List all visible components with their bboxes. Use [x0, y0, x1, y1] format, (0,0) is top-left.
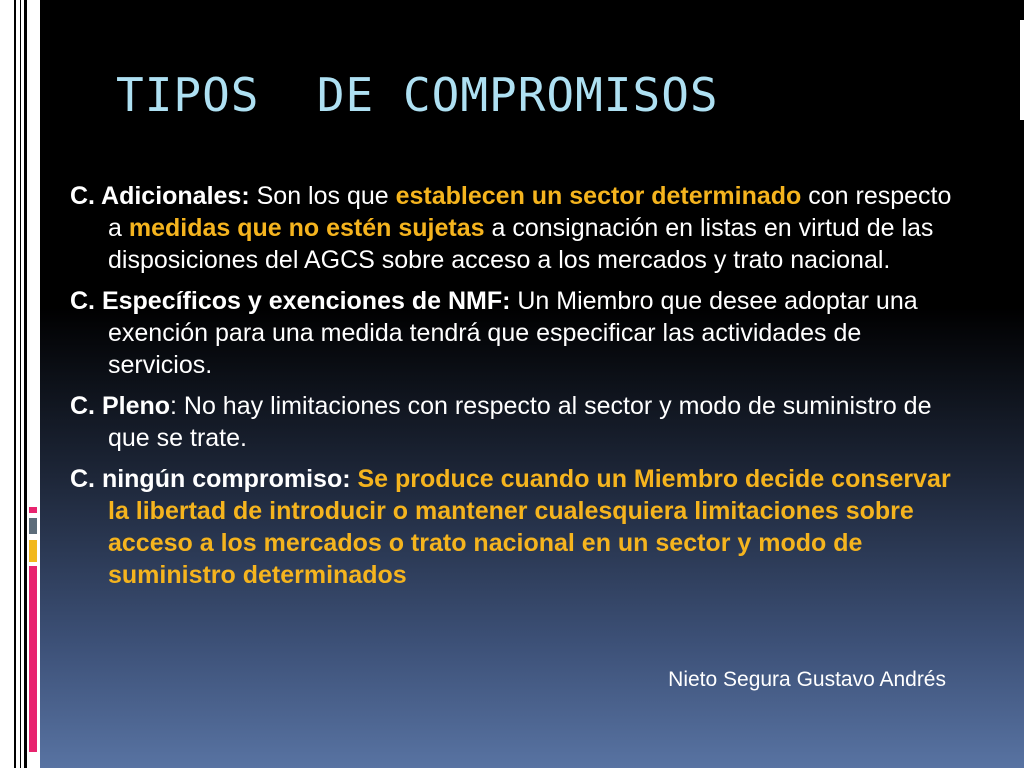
accent-pink-small: [29, 507, 37, 513]
accent-gray: [29, 518, 37, 534]
text: Un Miembro que desee adoptar una exención para una medida tendrá que especificar las actividades de servicios.: [108, 287, 918, 379]
term-label: C. ningún compromiso:: [70, 465, 351, 493]
strip-line: [24, 0, 27, 768]
left-decorative-strip: [0, 0, 40, 768]
strip-line: [14, 0, 16, 768]
text: con respecto a: [108, 182, 952, 242]
highlight-text: Se produce cuando un Miembro decide conservar la libertad de introducir o mantener cualesquiera limitaciones sobre acceso a los mercados o trato nacional en un sector y modo de suministro determinados: [108, 465, 951, 589]
paragraph-pleno: [70, 390, 970, 454]
term-label: C. Pleno: [70, 392, 171, 420]
slide-title: TIPOS DE COMPROMISOS: [116, 68, 719, 122]
top-right-decoration: [1020, 20, 1024, 120]
term-label: C. Específicos y exenciones de NMF:: [70, 287, 511, 315]
paragraph-ningun-compromiso: [70, 463, 970, 591]
strip-line: [20, 0, 21, 768]
highlight-text: establecen un sector determinado: [395, 182, 802, 210]
accent-pink-long: [29, 566, 37, 752]
text: Son los que: [249, 182, 396, 210]
paragraph-adicionales: [70, 180, 970, 276]
paragraph-especificos: [70, 285, 970, 381]
author-name: Nieto Segura Gustavo Andrés: [668, 668, 946, 691]
text: a consignación en listas en virtud de las disposiciones del AGCS sobre acceso a los mercados y trato nacional.: [108, 214, 934, 274]
accent-yellow: [29, 540, 37, 562]
text: : No hay limitaciones con respecto al sector y modo de suministro de que se trate.: [108, 392, 932, 452]
term-label: C. Adicionales:: [70, 182, 250, 210]
highlight-text: medidas que no estén sujetas: [128, 214, 485, 242]
content-body: [70, 180, 970, 600]
